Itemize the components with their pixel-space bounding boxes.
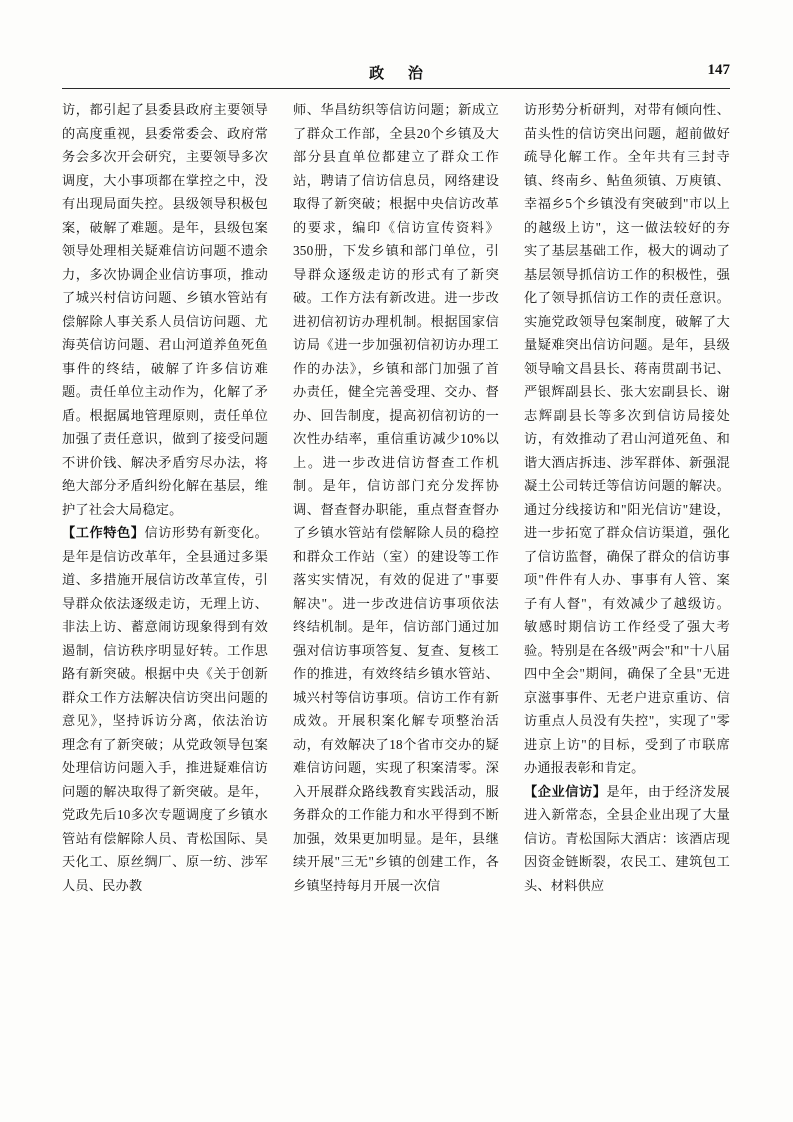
text-columns [62,98,730,1028]
paragraph [524,98,730,780]
paragraph-text: 访，都引起了县委县政府主要领导的高度重视，县委常委会、政府常务会多次开会研究，主要领导多次调度，大小事项都在掌控之中，没有出现局面失控。县级领导积极包案，破解了难题。是年，县级包案领导处理相关疑难信访问题不遗余力，多次协调企业信访事项，推动了城兴村信访问题、乡镇水管站有偿解除人事关系人员信访问题、尤海英信访问题、君山河道养鱼死鱼事件的终结，破解了许多信访难题。责任单位主动作为，化解了矛盾。根据属地管理原则，责任单位加强了责任意识，做到了接受问题不讲价钱、解决矛盾穷尽办法，将绝大部分矛盾纠纷化解在基层，维护了社会大局稳定。 [62,102,268,517]
column-1 [62,98,268,1028]
paragraph-text: 是年，由于经济发展进入新常态，全县企业出现了大量信访。青松国际大酒店：该酒店现因资金链断裂，农民工、建筑包工头、材料供应 [524,783,730,893]
paragraph [62,98,268,521]
page-number: 147 [707,62,730,78]
section-heading: 【工作特色】 [62,525,145,540]
section-heading: 【企业信访】 [524,783,607,799]
paragraph [293,98,499,897]
paragraph [62,521,268,897]
paragraph-text: 访形势分析研判，对带有倾向性、苗头性的信访突出问题，超前做好疏导化解工作。全年共有三封寺镇、终南乡、鲇鱼须镇、万庾镇、幸福乡5个乡镇没有突破到"市以上的越级上访"，这一做法较好的夯实了基层基础工作，极大的调动了基层领导抓信访工作的积极性，强化了领导抓信访工作的责任意识。实施党政领导包案制度，破解了大量疑难突出信访问题。是年，县级领导喻文昌县长、蒋南贯副书记、严银辉副县长、张大宏副县长、谢志辉副县长等多次到信访局接处访，有效推动了君山河道死鱼、和谐大酒店拆违、涉军群体、新强混凝土公司转迁等信访问题的解决。通过分线接访和"阳光信访"建设，进一步拓宽了群众信访渠道，强化了信访监督，确保了群众的信访事项"件件有人办、事事有人管、案子有人督"，有效减少了越级访。敏感时期信访工作经受了强大考验。特别是在各级"两会"和"十八届四中全会"期间，确保了全县"无进京滋事事件、无老户进京重访、信访重点人员没有失控"，实现了"零进京上访"的目标，受到了市联席办通报表彰和肯定。 [524,102,730,775]
header-divider [62,88,730,89]
paragraph-text: 信访形势有新变化。是年是信访改革年，全县通过多渠道、多措施开展信访改革宣传，引导群众依法逐级走访，无理上访、非法上访、蓄意闹访现象得到有效遏制，信访秩序明显好转。工作思路有新突破。根据中央《关于创新群众工作方法解决信访突出问题的意见》，坚持诉访分离，依法治访理念有了新突破；从党政领导包案处理信访问题入手，推进疑难信访问题的解决取得了新突破。是年，党政先后10多次专题调度了乡镇水管站有偿解除人员、青松国际、昊天化工、原丝绸厂、原一纺、涉军人员、民办教 [62,525,268,893]
paragraph-text: 师、华昌纺织等信访问题；新成立了群众工作部，全县20个乡镇及大部分县直单位都建立了群众工作站，聘请了信访信息员，网络建设取得了新突破；根据中央信访改革的要求，编印《信访宣传资料》350册，下发乡镇和部门单位，引导群众逐级走访的形式有了新突破。工作方法有新改进。进一步改进初信初访办理机制。根据国家信访局《进一步加强初信初访办理工作的办法》，乡镇和部门加强了首办责任，健全完善受理、交办、督办、回告制度，提高初信初访的一次性办结率，重信重访减少10%以上。进一步改进信访督查工作机制。是年，信访部门充分发挥协调、督查督办职能，重点督查督办了乡镇水管站有偿解除人员的稳控和群众工作站（室）的建设等工作落实实情况，有效的促进了"事要解决"。进一步改进信访事项依法终结机制。是年，信访部门通过加强对信访事项答复、复查、复核工作的推进，有效终结乡镇水管站、城兴村等信访事项。信访工作有新成效。开展积案化解专项整治活动，有效解决了18个省市交办的疑难信访问题，实现了积案清零。深入开展群众路线教育实践活动，服务群众的工作能力和水平得到不断加强，效果更加明显。是年，县继续开展"三无"乡镇的创建工作，各乡镇坚持每月开展一次信 [293,102,499,893]
column-3 [524,98,730,1028]
page-title: 政 治 [369,66,433,82]
paragraph [524,780,730,898]
column-2 [293,98,499,1028]
